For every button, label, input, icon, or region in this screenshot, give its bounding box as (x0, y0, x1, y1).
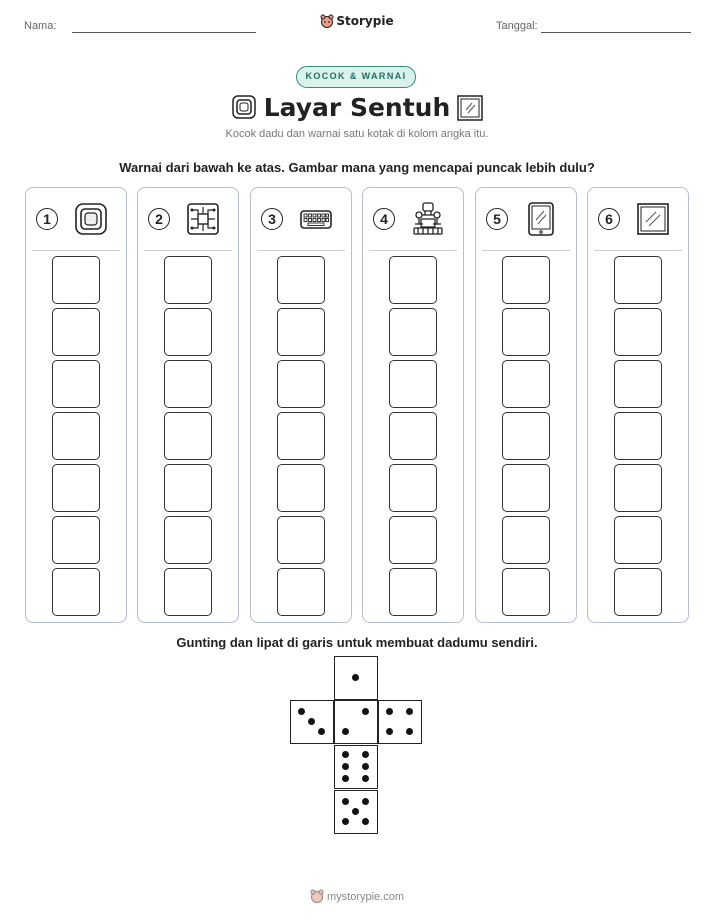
column-number: 6 (598, 208, 620, 230)
name-line[interactable] (72, 32, 256, 33)
die-pip (308, 718, 315, 725)
color-box[interactable] (614, 308, 662, 356)
color-box[interactable] (614, 568, 662, 616)
die-pip (342, 728, 349, 735)
die-pip (352, 808, 359, 815)
color-box[interactable] (164, 464, 212, 512)
column-divider (369, 250, 457, 251)
touch-button-icon (74, 202, 108, 236)
color-box[interactable] (614, 464, 662, 512)
die-pip (298, 708, 305, 715)
robot-arm-icon (411, 202, 445, 236)
color-box[interactable] (614, 412, 662, 460)
subtitle: Kocok dadu dan warnai satu kotak di kolom angka itu. (225, 128, 489, 140)
brand (0, 14, 714, 28)
die-pip (362, 751, 369, 758)
die-pip (352, 674, 359, 681)
color-box[interactable] (614, 516, 662, 564)
instruction: Warnai dari bawah ke atas. Gambar mana yang mencapai puncak lebih dulu? (119, 160, 595, 175)
color-box[interactable] (164, 412, 212, 460)
date-line[interactable] (541, 32, 691, 33)
color-box[interactable] (502, 568, 550, 616)
die-pip (386, 708, 393, 715)
die-pip (406, 728, 413, 735)
footer-url[interactable]: mystorypie.com (326, 891, 405, 903)
column-header (138, 188, 238, 250)
column-header (476, 188, 576, 250)
die-pip (362, 818, 369, 825)
color-box[interactable] (52, 412, 100, 460)
circuit-board-icon (186, 202, 220, 236)
die-pip (362, 708, 369, 715)
color-box[interactable] (52, 464, 100, 512)
color-box[interactable] (277, 360, 325, 408)
die-face-3 (290, 700, 334, 744)
color-box[interactable] (389, 568, 437, 616)
color-box[interactable] (277, 464, 325, 512)
color-box[interactable] (502, 308, 550, 356)
die-pip (342, 763, 349, 770)
name-label: Nama: (24, 20, 57, 32)
color-box[interactable] (389, 360, 437, 408)
color-box[interactable] (164, 516, 212, 564)
column-divider (32, 250, 120, 251)
die-pip (342, 775, 349, 782)
die-face-6 (334, 745, 378, 789)
die-pip (386, 728, 393, 735)
brand-name: Storypie (336, 14, 394, 28)
die-face-5 (334, 790, 378, 834)
page-title-row (0, 93, 714, 122)
column-1 (25, 187, 127, 623)
color-box[interactable] (164, 568, 212, 616)
die-face-1 (334, 656, 378, 700)
storypie-logo-icon (320, 14, 334, 28)
column-divider (482, 250, 570, 251)
color-box[interactable] (277, 516, 325, 564)
color-box[interactable] (164, 308, 212, 356)
color-box[interactable] (502, 516, 550, 564)
color-box[interactable] (502, 412, 550, 460)
column-5 (475, 187, 577, 623)
tablet-icon (524, 202, 558, 236)
color-box[interactable] (52, 360, 100, 408)
color-box[interactable] (389, 308, 437, 356)
color-box[interactable] (164, 360, 212, 408)
die-pip (362, 798, 369, 805)
color-box[interactable] (389, 412, 437, 460)
touch-button-icon (232, 95, 256, 119)
color-box[interactable] (164, 256, 212, 304)
column-divider (594, 250, 682, 251)
touch-screen-icon (457, 95, 483, 121)
color-box[interactable] (277, 568, 325, 616)
cut-instruction: Gunting dan lipat di garis untuk membuat dadumu sendiri. (176, 635, 538, 650)
color-box[interactable] (277, 308, 325, 356)
color-box[interactable] (614, 360, 662, 408)
column-divider (257, 250, 345, 251)
column-6 (587, 187, 689, 623)
die-pip (342, 751, 349, 758)
column-header (588, 188, 688, 250)
die-pip (362, 763, 369, 770)
color-box[interactable] (52, 308, 100, 356)
column-4 (362, 187, 464, 623)
color-box[interactable] (614, 256, 662, 304)
color-box[interactable] (389, 256, 437, 304)
column-3 (250, 187, 352, 623)
die-face-4 (378, 700, 422, 744)
column-number: 3 (261, 208, 283, 230)
die-pip (342, 798, 349, 805)
column-number: 1 (36, 208, 58, 230)
color-box[interactable] (502, 360, 550, 408)
column-divider (144, 250, 232, 251)
footer (0, 889, 714, 903)
storypie-logo-icon (310, 889, 324, 903)
die-pip (342, 818, 349, 825)
color-box[interactable] (277, 412, 325, 460)
die-pip (362, 775, 369, 782)
touch-screen-icon (636, 202, 670, 236)
category-badge: KOCOK & WARNAI (296, 66, 416, 88)
column-2 (137, 187, 239, 623)
color-box[interactable] (389, 464, 437, 512)
column-number: 5 (486, 208, 508, 230)
column-header (251, 188, 351, 250)
column-number: 2 (148, 208, 170, 230)
color-box[interactable] (52, 256, 100, 304)
date-label: Tanggal: (496, 20, 538, 32)
die-pip (406, 708, 413, 715)
column-number: 4 (373, 208, 395, 230)
die-face-2 (334, 700, 378, 744)
column-header (26, 188, 126, 250)
keyboard-icon (299, 202, 333, 236)
color-box[interactable] (502, 464, 550, 512)
color-box[interactable] (277, 256, 325, 304)
color-box[interactable] (52, 568, 100, 616)
column-header (363, 188, 463, 250)
color-box[interactable] (52, 516, 100, 564)
die-pip (318, 728, 325, 735)
color-box[interactable] (502, 256, 550, 304)
color-box[interactable] (389, 516, 437, 564)
page-title: Layar Sentuh (263, 93, 451, 122)
